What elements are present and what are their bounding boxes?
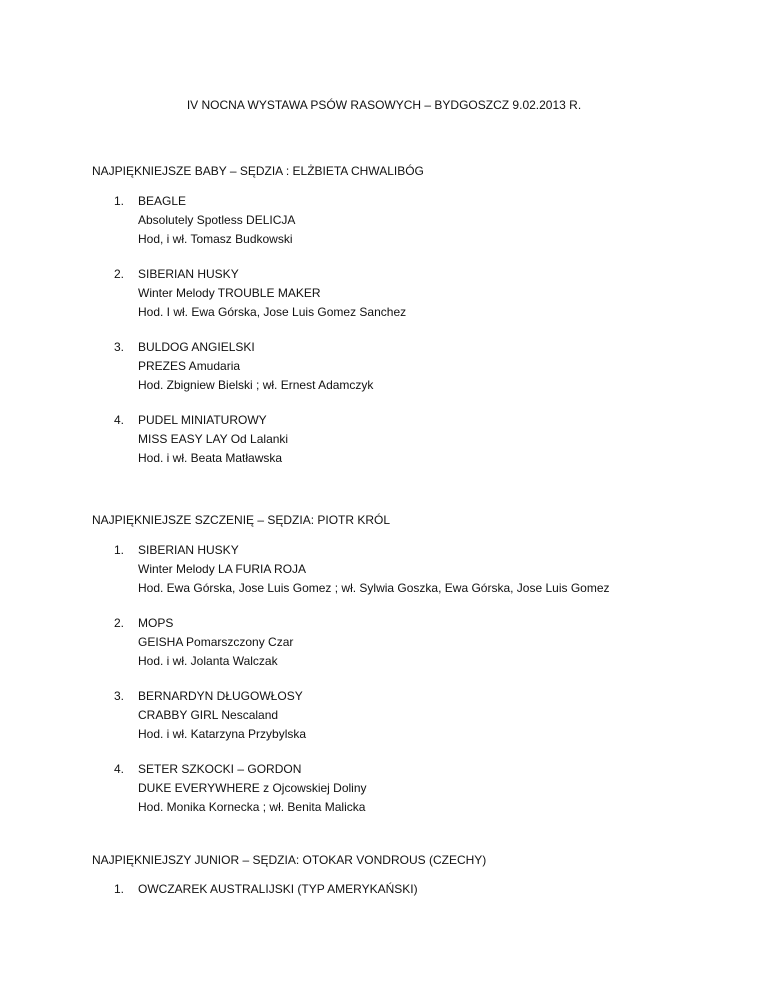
dog-name: CRABBY GIRL Nescaland [138,708,279,722]
document-title: IV NOCNA WYSTAWA PSÓW RASOWYCH – BYDGOSZCZ 9.02.2013 R. [186,98,582,112]
section-heading-puppy: NAJPIĘKNIEJSZE SZCZENIĘ – SĘDZIA: PIOTR KRÓL [92,513,391,527]
list-item-number: 2. [114,616,125,630]
breed-name: OWCZAREK AUSTRALIJSKI (TYP AMERYKAŃSKI) [138,882,418,896]
list-item-number: 3. [114,340,125,354]
dog-name: GEISHA Pomarszczony Czar [138,635,294,649]
dog-name: DUKE EVERYWHERE z Ojcowskiej Doliny [138,781,367,795]
owner-info: Hod. i wł. Katarzyna Przybylska [138,727,307,741]
owner-info: Hod. Ewa Górska, Jose Luis Gomez ; wł. Sylwia Goszka, Ewa Górska, Jose Luis Gomez [138,581,610,595]
list-item-number: 3. [114,689,125,703]
breed-name: SETER SZKOCKI – GORDON [138,762,302,776]
owner-info: Hod. i wł. Jolanta Walczak [138,654,278,668]
list-item-number: 1. [114,543,125,557]
section-heading-junior: NAJPIĘKNIEJSZY JUNIOR – SĘDZIA: OTOKAR VONDROUS (CZECHY) [92,853,487,867]
breed-name: SIBERIAN HUSKY [138,267,239,281]
owner-info: Hod. Zbigniew Bielski ; wł. Ernest Adamczyk [138,378,374,392]
breed-name: BERNARDYN DŁUGOWŁOSY [138,689,303,703]
owner-info: Hod, i wł. Tomasz Budkowski [138,232,293,246]
dog-name: Winter Melody TROUBLE MAKER [138,286,321,300]
breed-name: BULDOG ANGIELSKI [138,340,255,354]
breed-name: SIBERIAN HUSKY [138,543,239,557]
list-item-number: 2. [114,267,125,281]
dog-name: MISS EASY LAY Od Lalanki [138,432,289,446]
breed-name: BEAGLE [138,194,187,208]
owner-info: Hod. I wł. Ewa Górska, Jose Luis Gomez Sanchez [138,305,407,319]
list-item-number: 4. [114,762,125,776]
list-item-number: 4. [114,413,125,427]
section-heading-baby: NAJPIĘKNIEJSZE BABY – SĘDZIA : ELŻBIETA CHWALIBÓG [92,164,424,178]
dog-name: Absolutely Spotless DELICJA [138,213,296,227]
breed-name: PUDEL MINIATUROWY [138,413,267,427]
owner-info: Hod. Monika Kornecka ; wł. Benita Malicka [138,800,366,814]
list-item-number: 1. [114,882,125,896]
breed-name: MOPS [138,616,174,630]
dog-name: PREZES Amudaria [138,359,241,373]
owner-info: Hod. i wł. Beata Matławska [138,451,283,465]
dog-name: Winter Melody LA FURIA ROJA [138,562,307,576]
list-item-number: 1. [114,194,125,208]
